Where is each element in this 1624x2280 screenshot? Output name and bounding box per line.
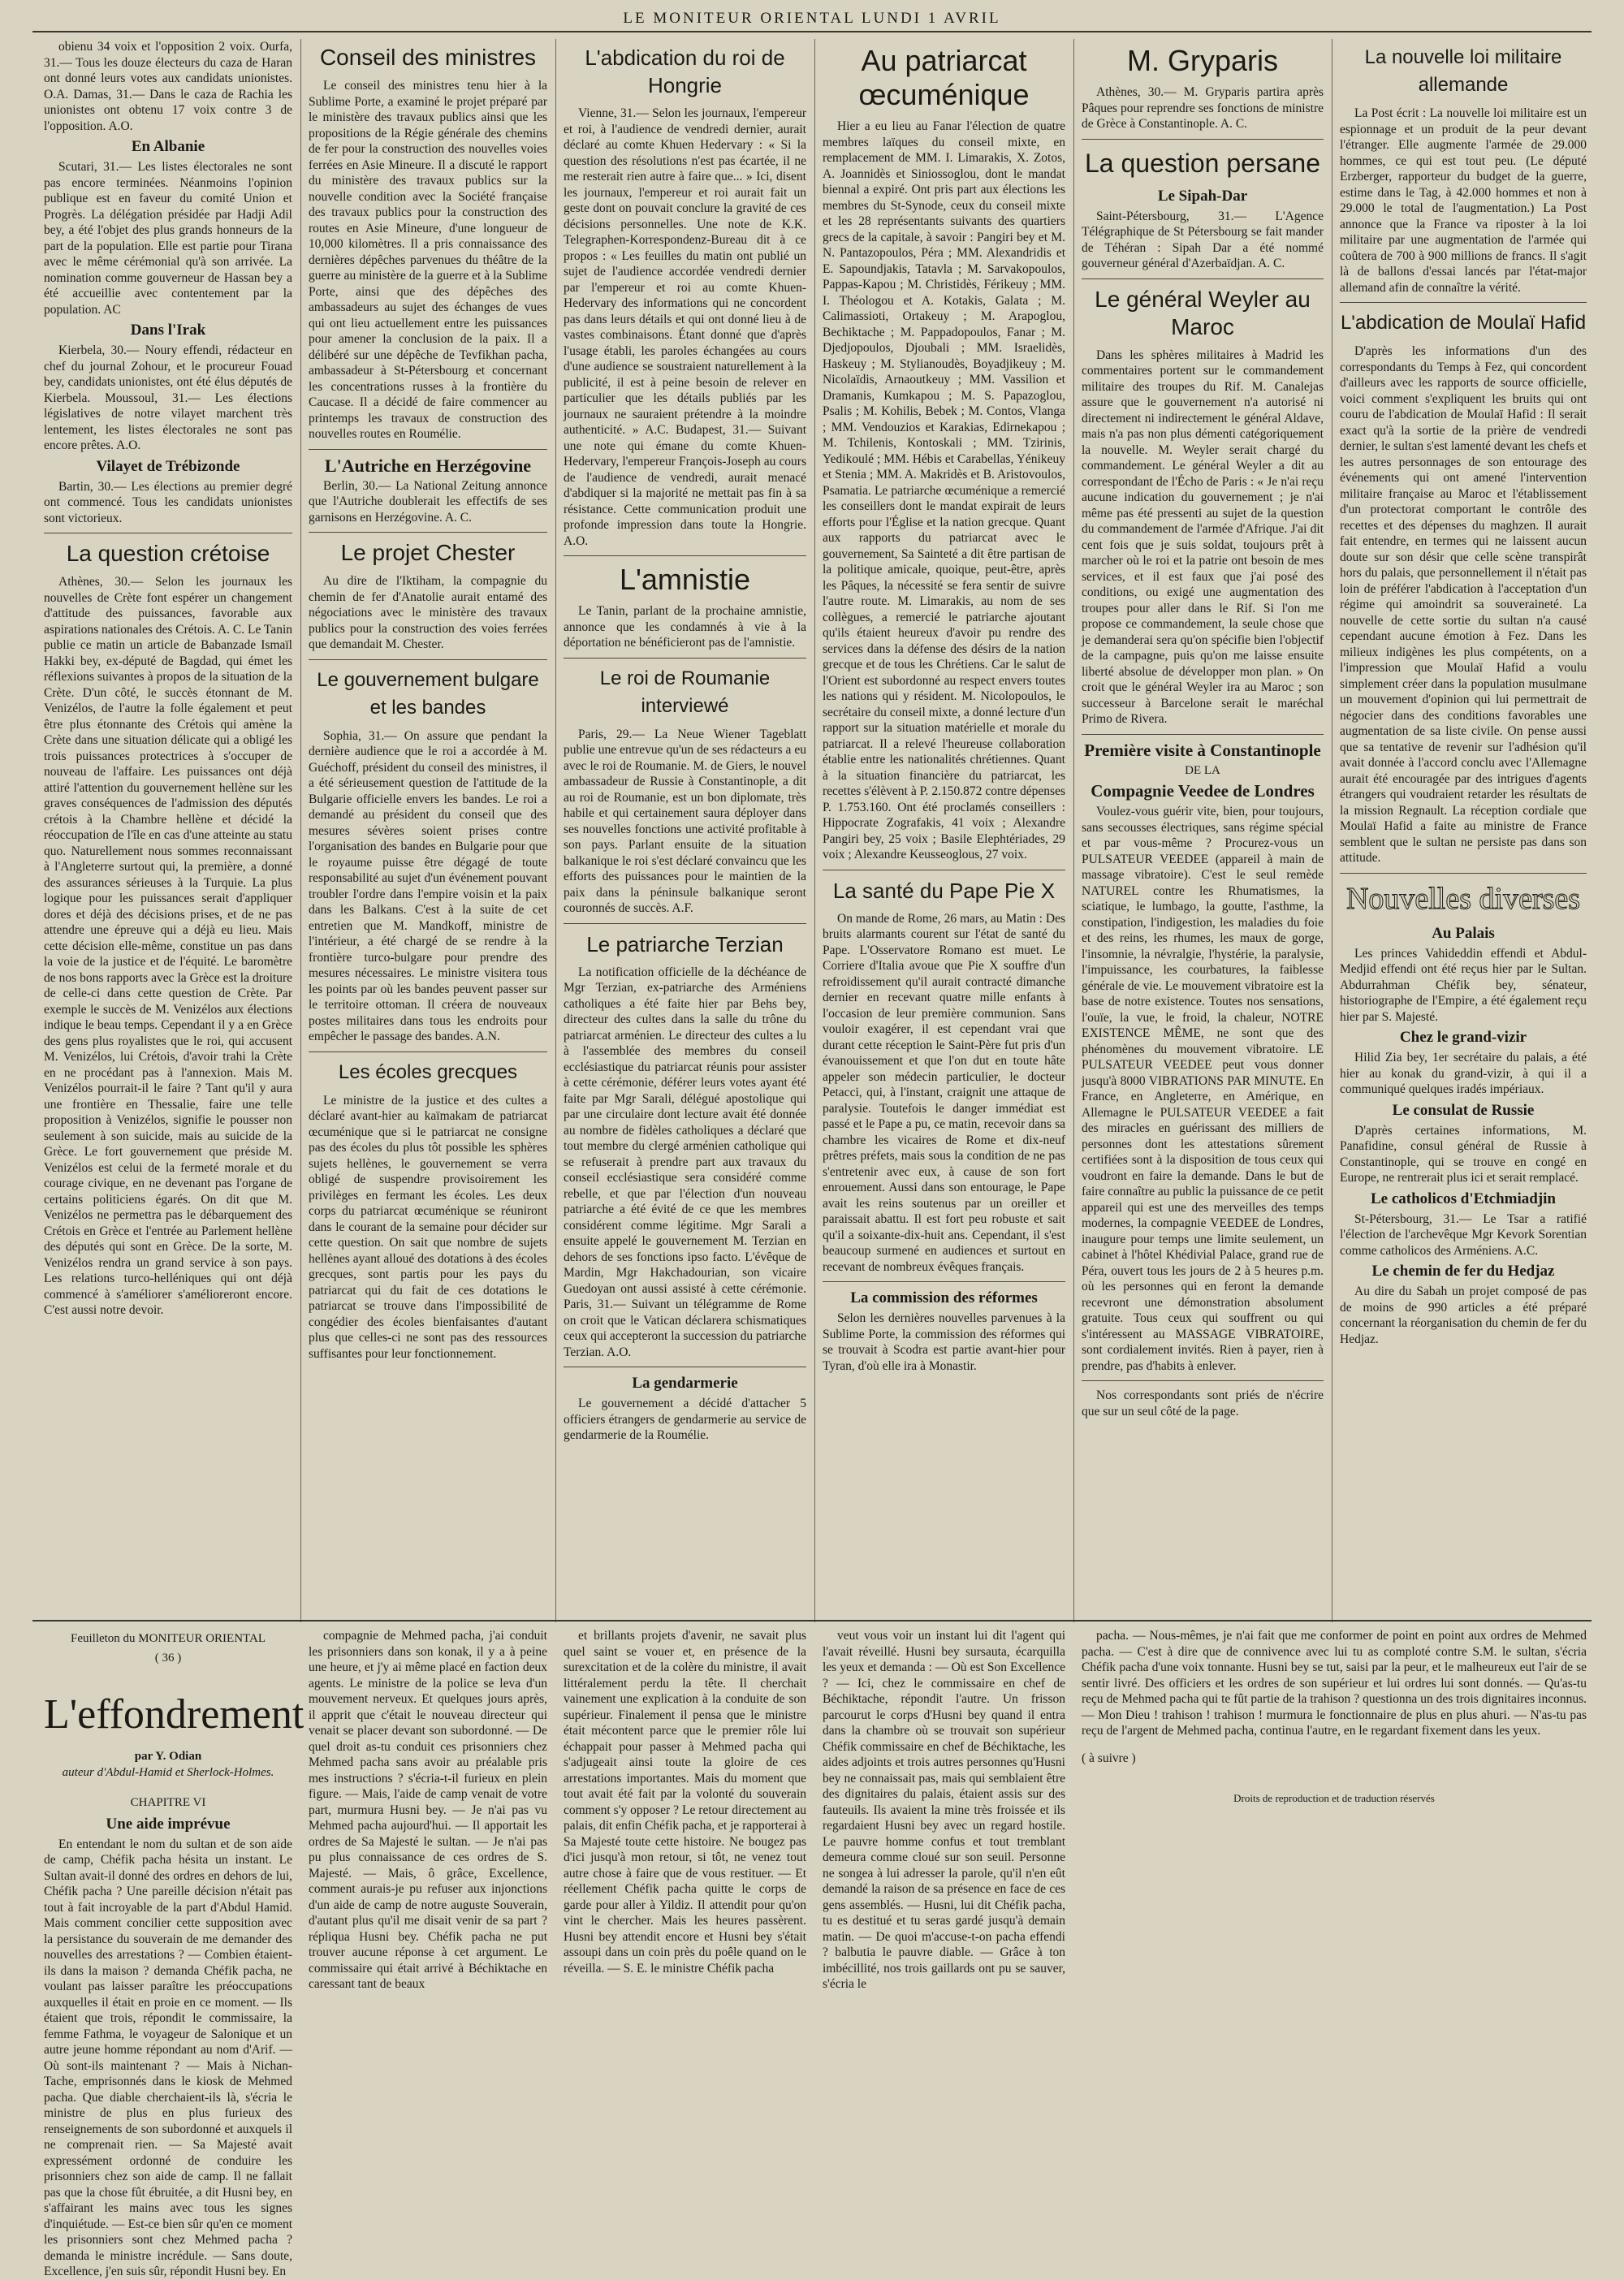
feuilleton-column — [304, 1628, 552, 2229]
column-rule — [1073, 39, 1074, 1622]
article-text: Vienne, 31.— Selon les journaux, l'empereur et roi, à l'audience de vendredi dernier, aurait déclaré au comte Khuen Hedervary : « Si la question des résolutions n'est pas écartée, il ne me resterait rien autre à faire que... » Ici, disent les journaux, l'empereur et roi aurait fait un geste dont on pouvait conclure la gravité de ces décisions personnelles. Une note de K.K. Telegraphen-Korrespondenz-Bureau dit à ce propos : « Les feuilles du matin ont publié un sujet de l'audience accordée vendredi dernier par l'empereur et roi au comte Khuen-Hedervary des informations qui ne concordent pas dans leurs détails et qui ont donné lieu à de vastes combinaisons. Étant donné que d'après l'usage établi, les paroles échangées au cours d'une audience se soustraient naturellement à la publicité, il est à peine besoin de relever en particulier que les détails publiés par les journaux ne sauraient prétendre à la moindre authenticité. » A.C. Budapest, 31.— Suivant une note qui émane du comte Khuen-Hedervary, l'empereur François-Joseph au cours de l'audience de vendredi, aurait menacé d'abdiquer si la majorité ne mettait pas fin à sa résistance. Cette communication produit une profonde impression dans toute la Hongrie. A.O. — [564, 106, 806, 548]
article-text: obienu 34 voix et l'opposition 2 voix. Ourfa, 31.— Tous les douze électeurs du caza de Haran ont donné leurs votes aux candidats unionistes. O.A. Damas, 31.— Dans le caza de Rachia les unionistes ont obtenu 17 voix contre 3 de l'opposition. A.O. — [44, 40, 292, 133]
feuilleton-text: En entendant le nom du sultan et de son aide de camp, Chéfik pacha hésita un instant. Le Sultan avait-il donné des ordres en dehors de lui, Chéfik pacha ? Une pareille décision n'était pas tout à fait incroyable de la part d'Abdul Hamid. Mais comment concilier cette supposition avec la persistance du souverain de me demander des nouvelles des arrestations ? — Combien étaient-ils dans la maison ? demanda Chéfik pacha, ne voulant pas laisser paraître les préoccupations auxquelles il était en proie en ce moment. — Ils étaient que trois, répondit le commissaire, la femme Fathma, le voyageur de Salonique et un autre jeune homme répondant au nom d'Arif. — Où sont-ils maintenant ? — Mais à Nichan-Tache, emprisonnés dans le kiosk de Mehmed pacha. Que diable cherchaient-ils là, s'écria le ministre de plus en plus furieux des renseignements de son subordonné et auxquels il ne comprenait rien. — Sa Majesté avait expressément ordonné de conduire les prisonniers chez son aide de camp. Il ne fallait pas que la chose fût ébruitée, a dit Husni bey, en s'affairant les mains avec tous les signes d'inquiétude. — Est-ce bien sûr qu'en ce moment les prisonniers sont chez Mehmed pacha ? demanda le ministre incrédule. — Sans doute, Excellence, j'en suis sûr, répondit Husni bey. En — [44, 1837, 292, 2278]
column-rule — [300, 39, 301, 1622]
article-title: L'amnistie — [620, 563, 750, 596]
article-text: D'après les informations d'un des correspondants du Temps à Fez, qui concordent d'ailleurs avec les rapports de source officielle, voici comment s'expliquent les bruits qui ont couru de l'abdication de Moulaï Hafid : Il serait exact qu'à la sortie de la prière de vendredi dernier, le sultan s'est lamenté devant les chefs et les autres personnages de son entourage des événements qui ont amené l'intervention militaire française au Maroc et l'établissement d'un protectorat comportant le contrôle des recettes et des dépenses du maghzen. Il aurait fait entendre, en termes qui ne laissent aucun doute sur son désir que celle scène transpirât hors du palais, que personnellement il n'était pas loin de préférer l'abdication à l'acceptation d'un régime qui amoindrit sa souveraineté. La nouvelle de cette sortie du sultan n'a causé cependant aucune émotion à Fez. Dans les milieux indigènes les plus compétents, on a l'impression que Moulaï Hafid a voulu simplement créer dans la population musulmane un mouvement d'opinion qui lui permettrait de négocier dans des conditions favorables une augmentation de sa liste civile. On pense aussi que sa tentative de revenir sur l'adhésion qu'il avait donnée à l'accord conclu avec l'Allemagne aurait été encouragée par des intrigues d'agents étrangers qui voudraient retarder les résultats de la mission Regnault. La réception cordiale que Moulaï Hafid a faite au ministre de France semblent que le sultan ne persiste pas dans son attitude. — [1340, 344, 1587, 865]
advert-company: Compagnie Veedee de Londres — [1091, 781, 1315, 801]
feuilleton-title-column — [39, 1628, 304, 2278]
feuilleton-author-sub: auteur d'Abdul-Hamid et Sherlock-Holmes. — [62, 1765, 274, 1779]
article-text: Le ministre de la justice et des cultes a déclaré avant-hier au kaïmakam de patriarcat œcuménique que si le patriarcat ne consigne pas des écoles du plus tôt possible les sphères sujets hellènes, le gouvernement se verra obligé de suspendre provisoirement les privilèges en fermant les écoles. Les deux corps du patriarcat œcuménique se réuniront dans le courant de la semaine pour décider sur cette question. On sait que nombre de sujets hellènes ayant alloué des dotations à des écoles grecques, sont partis pour les pays du patriarcat qui du fait de ces dotations le patriarcat se trouve dans l'impossibilité de congédier des écoles bienfaisantes d'autant plus que celles-ci ne sont pas des ressources suffisantes pour leur fonctionnement. — [309, 1093, 547, 1361]
divider — [309, 1051, 547, 1052]
feuilleton-separator — [32, 1620, 1592, 1621]
section-heading: Au Palais — [1432, 924, 1495, 942]
column-5 — [1077, 39, 1328, 1614]
feuilleton-text: pacha. — Nous-mêmes, je n'ai fait que me conformer de point en point aux ordres de Mehmed pacha. — C'est à dire que de connivence avec lui tu as comploté contre S.M. le sultan, s'écria Chéfik pacha d'une voix tonnante. Husni bey se tut, saisi par la peur, et le malheureux eut l'air de se sentir livré. Des officiers et les ordres de son supérieur et lui ordres lui sont donnés. — Qu'as-tu reçu de Mehmed pacha qui te fût partie de la trahison ? questionna un des trois dignitaires inconnus. — Mon Dieu ! trahison ! trahison ! murmura le fonctionnaire de plus en plus ahuri. — N'as-tu pas reçu de l'argent de Mehmed pacha, continua l'autre, en le regardant fixement dans les yeux. — [1082, 1629, 1587, 1738]
article-title: M. Gryparis — [1126, 44, 1278, 77]
section-heading: Dans l'Irak — [130, 322, 206, 339]
article-title: L'Autriche en Herzégovine — [324, 455, 532, 476]
article-title: L'abdication de Moulaï Hafid — [1340, 312, 1587, 334]
divider — [1082, 734, 1324, 735]
running-title: LE MONITEUR ORIENTAL LUNDI 1 AVRIL — [623, 10, 1001, 27]
divider — [1340, 873, 1587, 874]
article-title: Le patriarche Terzian — [586, 931, 784, 956]
chapter-title: Une aide imprévue — [106, 1815, 231, 1833]
article-text: D'après certaines informations, M. Panafidine, consul général de Russie à Constantinople, qui se trouve en congé en Europe, ne rentrerait plus ici et serait remplacé. — [1340, 1123, 1587, 1185]
article-text: Hilid Zia bey, 1er secrétaire du palais, a été hier au konak du grand-vizir, à qui il a communiqué quelques iradés impériaux. — [1340, 1051, 1587, 1096]
advert-subtitle: DE LA — [1185, 763, 1220, 777]
article-text: Selon les dernières nouvelles parvenues à la Sublime Porte, la commission des réformes qui se trouvait à Scodra est partie avant-hier pour Tyran, d'où elle ira à Monastir. — [823, 1311, 1065, 1373]
advert-title: Première visite à Constantinople — [1084, 740, 1321, 760]
article-title: L'abdication du roi de Hongrie — [585, 45, 785, 97]
section-heading: Le chemin de fer du Hedjaz — [1371, 1263, 1555, 1280]
article-title: La commission des réformes — [850, 1289, 1038, 1306]
column-rule — [814, 39, 815, 1622]
column-1 — [39, 39, 297, 1614]
article-text: Bartin, 30.— Les élections au premier degré ont commencé. Tous les candidats unionistes sont victorieux. — [44, 479, 292, 525]
closing-notice: Nos correspondants sont priés de n'écrire que sur un seul côté de la page. — [1082, 1388, 1324, 1419]
article-title: Le projet Chester — [340, 540, 516, 565]
article-text: La notification officielle de la déchéance de Mgr Terzian, ex-patriarche des Arméniens catholiques a été faite hier par Behs bey, directeur des cultes dans la salle du trône du patriarcat arménien. Le directeur des cultes a lu à l'assemblée des membres du conseil ecclésiastique du patriarcat réunis pour assister à cette cérémonie, déférer leurs votes ayant été faite par Mgr Sarali, délégué apostolique qui par une circulaire dont lecture avait été donnée au nombre de fidèles catholiques a déclaré que tout membre du clergé arménien catholique qui se refuserait à prendre part aux travaux du conseil ecclésiastique sera considéré comme rebelle, et que par l'élection d'un nouveau patriarche a été évité de ce que les membres considérent comme légitime. Mgr Sarali a ensuite appelé le gouvernement M. Terzian en dehors de ses fonctions ipso facto. L'évêque de Mardin, Mgr Hakchadourian, son vicaire Guedoyan ont aussi assisté à cette cérémonie. Paris, 31.— Suivant un télégramme de Rome on croit que le Vatican déclarera schismatiques ceux qui accepteront la succession du patriarche Terzian. A.O. — [564, 965, 806, 1359]
article-title: Le roi de Roumanie interviewé — [599, 667, 771, 717]
feuilleton-text: veut vous voir un instant lui dit l'agent qui l'avait réveillé. Husni bey sursauta, écarquilla les yeux et demanda : — Où est Son Excellence ? — Ici, chez le commissaire en chef de Béchiktache, répondit l'autre. Un frisson parcourut le corps d'Husni bey quand il entra dans la chambre où se trouvait son supérieur Chéfik commissaire en chef de Béchiktache, les aides adjoints et trois autres personnes qu'Husni bey ne connaissait pas, mais qui semblaient être des dignitaires du palais, étaient assis sur des fauteuils. Ils avaient la mine très froissée et ils regardaient Husni bey avec un regard hostile. Le pauvre homme confus et tout tremblant demeura comme cloué sur son seuil. Personne ne songea à lui adresser la parole, qu'il n'en eût demandé la raison de sa présence en face de ces gens assemblés. — Husni, lui dit Chéfik pacha, tu es destitué et tu seras gardé jusqu'à demain matin. — De quoi m'accuse-t-on pacha effendi ? balbutia le pauvre diable. — Grâce à ton imbécillité, nos trois gaillards ont pu se sauver, s'écria le — [823, 1629, 1065, 1991]
section-heading: Vilayet de Trébizonde — [96, 457, 240, 475]
section-heading: Le Sipah-Dar — [1157, 187, 1248, 205]
feuilleton-column — [559, 1628, 811, 2229]
article-text: Le conseil des ministres tenu hier à la Sublime Porte, a examiné le projet préparé par le ministère des travaux publics ainsi que les propositions de la Régie générale des chemins de fer pour la construction des nouvelles voies ferrées en Asie Mineure. Il a discuté le rapport du ministère des travaux publics sur la nouvelle condition avec la Société française des travaux publics pour la construction des routes en Asie Mineure, d'une longueur de 10,000 kilomètres. Il a pris connaissance des dernières dépêches parvenues du théâtre de la guerre au ministère de la guerre et à la Sublime Porte, ainsi que des dépêches des ambassadeurs au sujet des échanges de vues qui ont lieu actuellement entre les puissances pour amener la conclusion de la paix. Il a délibéré sur une dépêche de Tevfikhan pacha, ambassadeur à St-Pétersbourg et concernant les concentrations russes à la frontière du Caucase. Il a décidé de faire commencer au printemps les travaux de construction des nouvelles routes en Roumélie. — [309, 79, 547, 441]
article-text: Au dire de l'Iktiham, la compagnie du chemin de fer d'Anatolie aurait entamé des négociations avec le ministère des travaux publics pour la construction des voies ferrées que demandait M. Chester. — [309, 574, 547, 651]
article-text: Kierbela, 30.— Noury effendi, rédacteur en chef du journal Zohour, et le procureur Fouad bey, candidats unionistes, ont été élus députés de Kierbela. Moussoul, 31.— Les élections législatives de notre vilayet marchent très lentement, les listes électorales ne sont pas encore prêtes. A.O. — [44, 343, 292, 452]
section-heading: Le consulat de Russie — [1392, 1101, 1535, 1119]
section-heading: Chez le grand-vizir — [1399, 1029, 1527, 1046]
running-head — [32, 5, 1592, 32]
article-text: Berlin, 30.— La National Zeitung annonce que l'Autriche doublerait les effectifs de ses garnisons en Herzégovine. A. C. — [309, 478, 547, 525]
article-text: Au dire du Sabah un projet composé de pas de moins de 990 articles a été préparé concernant la réorganisation du chemin de fer du Hedjaz. — [1340, 1285, 1587, 1346]
article-text: Dans les sphères militaires à Madrid les commentaires portent sur le commandement militaire des troupes du Rif. M. Canalejas assure que le gouvernement n'a autorisé ni directement ni indirectement le général Aldave, mais n'a pas non plus démenti catégoriquement la nouvelle. M. Weyler serait chargé du commandement. Le général Weyler a dit au correspondant de l'Écho de Paris : « Je n'ai reçu aucune indication du gouvernement ; je n'ai même pas été pressenti au sujet de la question du commandement de l'armée d'Afrique. J'ai dit cent fois que je suis soldat, toujours prêt à marcher où le roi et la patrie ont besoin de mes services, et il est faux que j'ai posé des conditions, ou exigé une augmentation des troupes pour aller dans le Rif. Si l'on me propose ce commandement, la seule chose que je demanderai sera qu'on spécifie bien l'objectif de la campagne, puis qu'on me laisse ensuite liberté absolue de développer mon plan. » On croit que le général Weyler ira au Maroc ; son successeur à Barcelone serait le maréchal Primo de Rivera. — [1082, 348, 1324, 726]
section-heading: En Albanie — [131, 138, 205, 155]
divider — [1082, 1380, 1324, 1381]
article-title: Le général Weyler au Maroc — [1095, 286, 1311, 339]
article-text: Hier a eu lieu au Fanar l'élection de quatre membres laïques du conseil mixte, en remplacement de MM. I. Limarakis, X. Zotos, A. Joannidès et Siniossoglou, dont le mandat biennal a expiré. Ont pris part aux élections les membres du St-Synode, ceux du conseil mixte et les 28 représentants suivants des quartiers grecs de la capitale, à savoir : Pangiri bey et M. N. Pantazopoulos, Péra ; MM. Alexandridis et E. Sapoundjakis, Tatavla ; M. Sarvakopoulos, Pappas-Kapou ; M. Christidès, Férikeuy ; MM. I. Théologou et A. Kotakis, Galata ; M. Calimassioti, Ortakeuy ; M. Arapoglou, Bechiktache ; M. Pappadopoulos, Fanar ; M. Djedjopoulos, Djoubali ; MM. Israelidès, Haskeuy ; M. Stylianoudès, Boyadjikeuy ; M. Nicolaïdis, Arnaoutkeuy ; MM. Vassilion et Dramanis, Kumkapou ; M. S. Papazoglou, Psalis ; M. Kohilis, Bebek ; M. Contos, Vlanga ; MM. Vendouzios et Karakias, Edirnekapou ; M. Tchilenis, Kontoskali ; MM. Tzirinis, Yedikoulé ; MM. Hébis et Carabellas, Yénikeuy et Stenia ; MM. A. Makridès et B. Aristovoulos, Psamatia. Le patriarche œcuménique a remercié les conseillers dont le mandat expirait de leurs efforts pour l'Église et la nation grecque. Quant aux rapports du patriarcat avec le gouvernement, Sa Sainteté a dit être partisan de la politique amicale, quoique, peut-être, après les Pâques, la nécessité se fera sentir de suivre l'autre route. M. Limarakis, au nom de ses collègues, a remercié le patriarche ajoutant qu'ils étaient heureux d'avoir pu rendre des services dans la défense des désirs de la nation grecque et de tous les Chrétiens. Car le salut de l'Orient est subordonné au respect envers toutes les nations qui y résident. M. Nicolopoulos, le secrétaire du conseil mixte, a donné lecture d'un rapport sur la situation matérielle et morale du patriarcat. Il a relevé l'heureuse collaboration établie entre les nationalités chrétiennes. Quant à la situation financière du patriarcat, les recettes s'élèvent à P. 2.150.872 contre dépenses P. 1.753.160. Ont été proclamés conseillers : Hippocrate Zografakis, 41 voix ; Alexandre Pangiri bey, 25 voix ; Basile Elephtériades, 29 voix ; Alexandre Keusseoglous, 27 voix. — [823, 119, 1065, 861]
divider — [1340, 302, 1587, 303]
divider — [564, 555, 806, 556]
divider — [564, 658, 806, 659]
article-text: Le Tanin, parlant de la prochaine amnistie, annonce que les condamnés à vie à la déportation ne bénéficieront pas de l'amnistie. — [564, 604, 806, 650]
article-title: Au patriarcat œcuménique — [858, 44, 1030, 111]
divider — [309, 449, 547, 450]
rights-notice: Droits de reproduction et de traduction réservés — [1233, 1792, 1435, 1804]
feuilleton-column — [1077, 1628, 1592, 2229]
article-text: St-Pétersbourg, 31.— Le Tsar a ratifié l'élection de l'archevêque Mgr Kevork Sorentian comme catholicos des Arméniens. A.C. — [1340, 1211, 1587, 1258]
article-text: Saint-Pétersbourg, 31.— L'Agence Télégraphique de St Pétersbourg se fait mander de Téhéran : Sipah Dar a été nommé gouverneur général d'Azerbaïdjan. A. C. — [1082, 209, 1324, 270]
article-title: Le gouvernement bulgare et les bandes — [317, 668, 539, 719]
section-title: Nouvelles diverses — [1345, 881, 1581, 916]
divider — [309, 532, 547, 533]
article-text: La Post écrit : La nouvelle loi militaire est un espionnage et un produit de la peur devant l'étranger. Elle augmente l'armée de 29.000 hommes, ce qui est tout peu. (Le député Erzberger, rapporteur du budget de la guerre, estime dans le Tag, à 42.000 hommes et non à 29.000 le total de l'augmentation.) La Post annonce que la France va riposter à la loi militaire par une augmentation de l'armée qui coûtera de 700 à 900 millions de francs. Il s'agit là de ballons d'essai lancés par l'état-major allemand afin de connaître la vérité. — [1340, 106, 1587, 295]
column-rule — [555, 39, 556, 1622]
advert-text: Voulez-vous guérir vite, bien, pour toujours, sans secousses électriques, sans régime spécial et par vous-même ? Procurez-vous un PULSATEUR VEEDEE (appareil à main de massage vibratoire). C'est le seul remède NATUREL contre les Rhumatismes, la sciatique, le lumbago, la goutte, l'asthme, la constipation, l'indigestion, les maladies du foie et des reins, les rhumes, les maux de gorge, l'insomnie, la névralgie, l'hystérie, la paralysie, l'impuissance, les courbatures, la faiblesse générale de vie. Le mouvement vibratoire est la base de notre existence. Toutes nos sensations, l'ouïe, la vue, le froid, la chaleur, NOTRE EXISTENCE MÊME, ne sont que des phénomènes du mouvement vibratoire. LE PULSATEUR VEEDEE peut vous donner jusqu'à 8000 VIBRATIONS PAR MINUTE. En France, en Angleterre, en Amérique, en Allemagne le PULSATEUR VEEDEE a fait des miracles en guérissant des milliers de personnes dont les attestations sûrement certifiées sont à la disposition de tous ceux qui voudront en faire la demande. Dans le but de faire connaître au public la puissance de ce petit appareil qui est une des merveilles des temps modernes, la compagnie VEEDEE de Londres, inaugure pour temps une limite seulement, un cabinet à l'hôtel Khédivial Palace, grand rue de Péra, ouvert tous les jours de 2 à 5 heures p.m. où les personnes qui en feront la demande recevront une démonstration absolument gratuite. Tous ceux qui souffrent ou qui s'intéressent au MASSAGE VIBRATOIRE, sont cordialement invités. Rien à payer, rien à prendre, pas d'habits à enlever. — [1082, 805, 1324, 1373]
article-title: La question crétoise — [66, 541, 270, 566]
article-text: Scutari, 31.— Les listes électorales ne sont pas encore terminées. Néanmoins l'opinion publique est en faveur du comité Union et Progrès. La délégation présidée par Hadji Adil bey, a été l'objet des plus grands honneurs de la part de la population. Elle est partie pour Tirana avec le même cérémonial qu'à son arrivée. La nomination comme gouverneur de Hassan bey a été accueillie avec contentement par la population. AC — [44, 160, 292, 317]
column-3 — [559, 39, 811, 1614]
article-text: On mande de Rome, 26 mars, au Matin : Des bruits alarmants courent sur l'état de santé du Pape. L'Osservatore Romano est muet. Le Corriere d'Italia avoue que Pie X souffre d'un refroidissement qu'il aurait contracté dimanche dernier en recevant quatre mille enfants à l'occasion de leur première communion. Sans vouloir exagérer, il est cependant vrai que durant cette réception le Saint-Père fut pris d'un évanouissement et que l'on dut en toute hâte appeler son médecin particulier, le docteur Petacci, qui, à l'instant, craignit une attaque de paralysie. Toutefois le danger immédiat est passé et le Pape a pu, ce matin, recevoir dans sa chambre les vicaires de Rome et dix-neuf prêtres préfets, mais sous la condition de ne pas s'entretenir avec eux, à cause de son fort enrouement. Aussi dans son entourage, le Pape avait les reins soutenus par un oreiller et paraissait abattu. Il est fort peu robuste et sait qu'il a soixante-dix-huit ans. Cependant, il s'est beaucoup surmené en audiences et surtout en recevant de nombreux évêques français. — [823, 911, 1065, 1274]
article-text: Sophia, 31.— On assure que pendant la dernière audience que le roi a accordée à M. Guéchoff, président du conseil des ministres, il a été sérieusement question de l'attitude de la Bulgarie officielle envers les bandes. Le roi a demandé au président du conseil que des mesures sévères soient prises contre l'organisation des bandes en Bulgarie pour que le royaume puisse être dégagé de toute responsabilité au sujet d'un événement pouvant troubler l'ordre dans l'empire voisin et la paix dans les Balkans. C'est à la suite de cet entretien que M. Mandkoff, ministre de l'intérieur, a été chargé de se rendre à la frontière turco-bulgare pour prendre des mesures nécessaires. Le ministre visitera tous les points par où les bandes peuvent passer sur le territoire ottoman. Il créera de nouveaux postes militaires dans tous les endroits pour empêcher le passage des bandes. A.N. — [309, 728, 547, 1043]
divider — [1082, 139, 1324, 140]
feuilleton-text: et brillants projets d'avenir, ne savait plus quel saint se vouer et, en présence de la surexcitation et de la colère du ministre, il avait littéralement perdu la tête. Il cherchait vainement une explication à la conduite de son supérieur. Finalement il pensa que le ministre était mécontent parce que le premier rôle lui échappait pour passer à Mehmed pacha qui s'adjugeait ainsi toute la gloire de ces arrestations importantes. Mais du moment que tout avait été fait par la volonté du souverain comment s'y opposer ? Le retour directement au palais, dit enfin Chéfik pacha, et je rapporterai à Sa Majesté toute cette histoire. Ne bougez pas d'ici jusqu'à mon retour, si tôt, ne venez tout autre chose à faire que de vous restituer. — Et réellement Chéfik pacha quitte le corps de garde pour aller à Yildiz. Il attendit pour qu'on vint le chercher. Mais les heures passèrent. Husni bey attendit encore et Husni bey s'était assoupi dans un coin près du poêle quand on le réveilla. — S. E. le ministre Chéfik pacha — [564, 1629, 806, 1976]
article-text: Paris, 29.— La Neue Wiener Tageblatt publie une entrevue qu'un de ses rédacteurs a eu avec le roi de Roumanie. M. de Giers, le nouvel ambassadeur de Russie à Constantinople, a dit au roi de Roumanie, est un bon diplomate, très habile et qui certainement saura déployer dans ses nouvelles fonctions une activité profitable à son pays. Parlant ensuite de la situation balkanique le roi s'est déclaré convaincu que les efforts des puissances pour le maintien de la paix dans la péninsule balkanique seront couronnés de succès. A.F. — [564, 727, 806, 915]
feuilleton-author: par Y. Odian — [134, 1750, 202, 1763]
feuilleton-number: ( 36 ) — [154, 1651, 182, 1665]
article-title: La question persane — [1085, 148, 1320, 178]
article-title: La gendarmerie — [632, 1375, 738, 1392]
feuilleton-label: Feuilleton du MONITEUR ORIENTAL — [70, 1632, 266, 1645]
article-title: La nouvelle loi militaire allemande — [1364, 46, 1562, 96]
to-be-continued: ( à suivre ) — [1082, 1751, 1136, 1765]
article-text: Athènes, 30.— M. Gryparis partira après Pâques pour reprendre ses fonctions de ministre de Grèce à Constantinople. A. C. — [1082, 85, 1324, 131]
column-6 — [1335, 39, 1592, 1614]
article-title: Les écoles grecques — [338, 1060, 518, 1083]
divider — [823, 1281, 1065, 1282]
article-title: Conseil des ministres — [319, 45, 537, 70]
column-4 — [818, 39, 1070, 1614]
feuilleton-text: compagnie de Mehmed pacha, j'ai conduit les prisonniers dans son konak, il y a à peine une heure, et j'y ai même placé en faction deux agents. Le ministre de la police se leva d'un mouvement nerveux. Et quelques jours après, il apprit que c'était le nouveau directeur qui venait se placer devant son subordonné. — De quel droit as-tu conduit ces prisonniers chez Mehmed pacha sans avoir au préalable pris mes instructions ? s'écria-t-il furieux en plein figure. — Mais, l'aide de camp venait de votre part, murmura Husni bey. — Je n'ai pas vu Mehmed pacha aujourd'hui. — Il apportait les ordres de Sa Majesté le sultan. — Je n'ai pas pu plus connaissance de ces ordres de S. Majesté. — Mais, ô grâce, Excellence, comment aurais-je pu refuser aux injonctions d'un aide de camp de notre auguste Souverain, d'autant plus qu'il me disait venir de sa part ? répliqua Husni bey. Chéfik pacha ne put trouver aucune réponse à cet argument. Le commissaire qui était arrivé à Béchiktache en caressant tant de beaux — [309, 1629, 547, 1991]
article-text: Le gouvernement a décidé d'attacher 5 officiers étrangers de gendarmerie au service de gendarmerie de la Roumélie. — [564, 1397, 806, 1442]
divider — [309, 659, 547, 660]
article-text: Athènes, 30.— Selon les journaux les nouvelles de Crète font espérer un changement d'attitude des puissances, favorable aux aspirations nationales des Crétois. A. C. Le Tanin publie ce matin un article de Babanzade Ismaïl Hakki bey, ex-député de Bagdad, qui émet les réflexions suivantes à propos de la situation de la Crète. D'un côté, le succès étonnant de M. Venizélos, de l'autre la folle également et peut être plus étonnante des Crétois qui amène la Crète dans une situation délicate qui a obligé les trois puissances protectrices à s'occuper de nouveau de l'affaire. Les puissances ont déjà attiré l'attention du gouvernement hellène sur les graves conséquences de l'admission des députés crétois à la Chambre hellène et décidé la réoccupation de l'île en cas d'une atteinte au statu quo. Naturellement nous sommes reconnaissant à l'Angleterre surtout qui, la première, a donné des assurances sérieuses à la Turquie. La plus logique pour les puissances serait d'appliquer dores et déjà des décisions prises, et de ne pas attendre une épreuve qui a déjà eu lieu. Mais cette décision elle-même, constitue un pas dans la voie de la justice et de l'équité. Le baromètre de nos bons rapports avec la Grèce est la droiture de celle-ci dans cette question de Crète. Par exemple le succès de M. Venizélos aux élections indique le beau temps. Cependant il y a en Grèce des gens plus royalistes que le roi, qui accusent M. Venizélos, lui Crétois, d'avoir trahi la Crète en ne procédant pas à l'annexion. Mais M. Venizélos pourrait-il le faire ? Tant qu'il y aura une frontière en Thessalie, faire une telle proposition à Venizélos, signifie le pousser non seulement à son suicide, mais au suicide de la Grèce. Le fort gouvernement que préside M. Venizélos est celui de la fermeté morale et du courage civique, en ne devenant pas l'organe de certains politiciens égarés. On dit que M. Venizélos ne permettra pas le débarquement des Crétois en Grèce et l'entrée au Parlement hellène des députés qui sont en Grèce. De la sorte, M. Venizélos rendra un grand service à son pays. Les relations turco-helléniques qui ont déjà commencé à s'améliorer s'amélioreront encore. C'est aussi notre devoir. — [44, 575, 292, 1317]
article-text: Les princes Vahideddin effendi et Abdul-Medjid effendi ont été reçus hier par le Sultan. Abdurrahman Chéfik bey, sénateur, historiographe de l'Empire, a été également reçu hier par S. Majesté. — [1340, 946, 1587, 1024]
divider — [564, 923, 806, 924]
feuilleton-column — [818, 1628, 1070, 2229]
chapter-number: CHAPITRE VI — [130, 1796, 206, 1809]
feuilleton-title: L'effondrement — [44, 1691, 304, 1738]
article-title: La santé du Pape Pie X — [832, 878, 1056, 903]
section-heading: Le catholicos d'Etchmiadjin — [1370, 1190, 1556, 1207]
column-2 — [304, 39, 552, 1614]
